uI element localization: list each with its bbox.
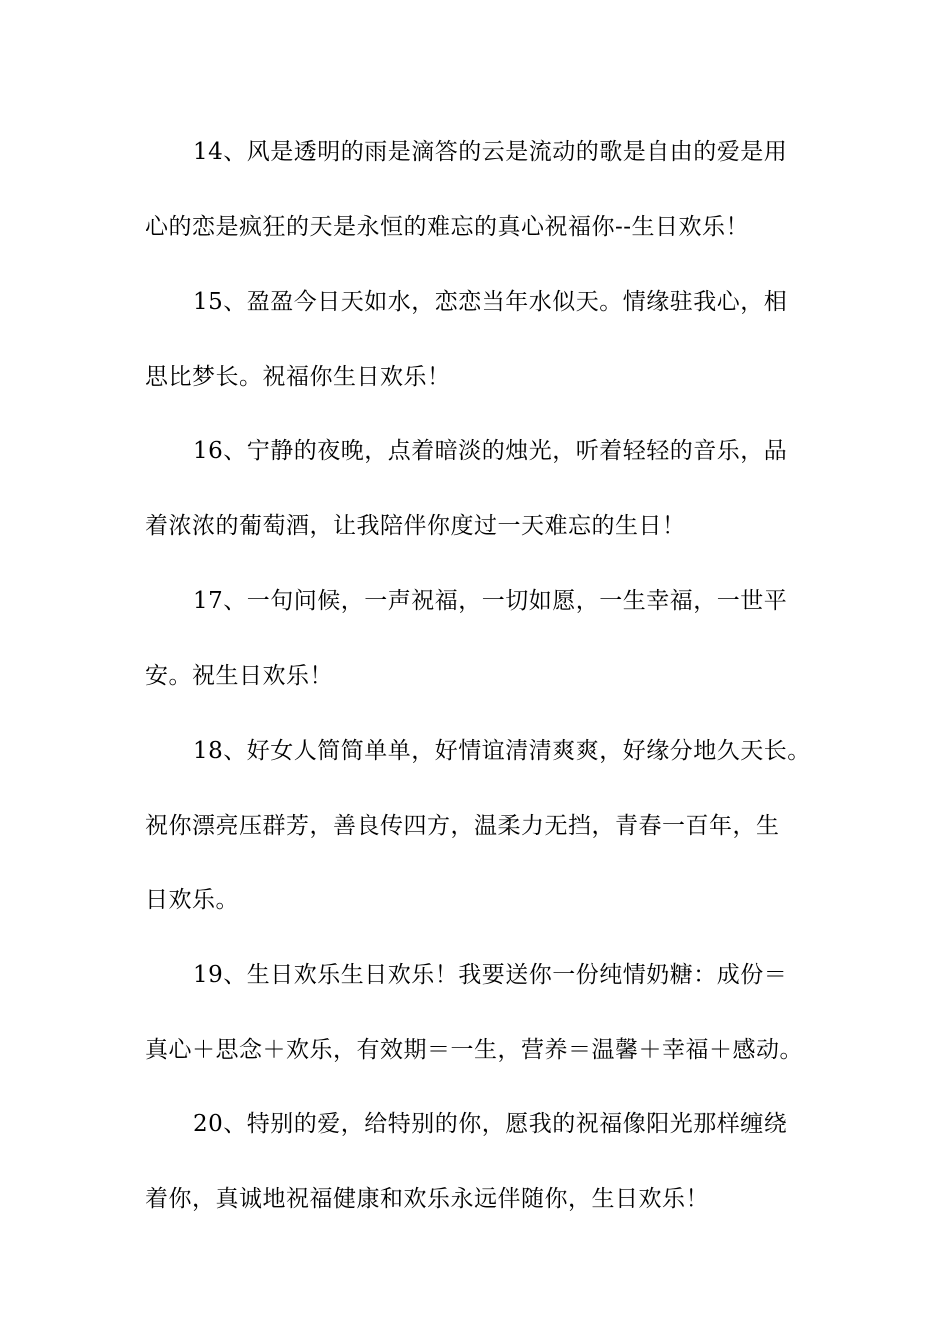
paragraph-18-line-2: 祝你漂亮压群芳，善良传四方，温柔力无挡，青春一百年，生 bbox=[145, 813, 780, 839]
paragraph-16-line-1: 16、宁静的夜晚，点着暗淡的烛光，听着轻轻的音乐，品 bbox=[193, 438, 788, 464]
paragraph-20-line-2: 着你，真诚地祝福健康和欢乐永远伴随你，生日欢乐！ bbox=[145, 1186, 709, 1212]
paragraph-14-line-1: 14、风是透明的雨是滴答的云是流动的歌是自由的爱是用 bbox=[193, 139, 788, 165]
paragraph-16-line-2: 着浓浓的葡萄酒，让我陪伴你度过一天难忘的生日！ bbox=[145, 513, 686, 539]
paragraph-18-line-1: 18、好女人简简单单，好情谊清清爽爽，好缘分地久天长。 bbox=[193, 738, 811, 764]
paragraph-20-line-1: 20、特别的爱，给特别的你，愿我的祝福像阳光那样缠绕 bbox=[193, 1111, 788, 1137]
paragraph-18-line-3: 日欢乐。 bbox=[145, 887, 239, 913]
paragraph-17-line-2: 安。祝生日欢乐！ bbox=[145, 663, 333, 689]
paragraph-15-line-2: 思比梦长。祝福你生日欢乐！ bbox=[145, 364, 451, 390]
paragraph-14-line-2: 心的恋是疯狂的天是永恒的难忘的真心祝福你--生日欢乐！ bbox=[145, 214, 750, 240]
paragraph-19-line-2: 真心＋思念＋欢乐，有效期＝一生，营养＝温馨＋幸福＋感动。 bbox=[145, 1037, 803, 1063]
paragraph-17-line-1: 17、一句问候，一声祝福，一切如愿，一生幸福，一世平 bbox=[193, 588, 788, 614]
paragraph-15-line-1: 15、盈盈今日天如水，恋恋当年水似天。情缘驻我心，相 bbox=[193, 289, 788, 315]
paragraph-19-line-1: 19、生日欢乐生日欢乐！我要送你一份纯情奶糖：成份＝ bbox=[193, 962, 788, 988]
